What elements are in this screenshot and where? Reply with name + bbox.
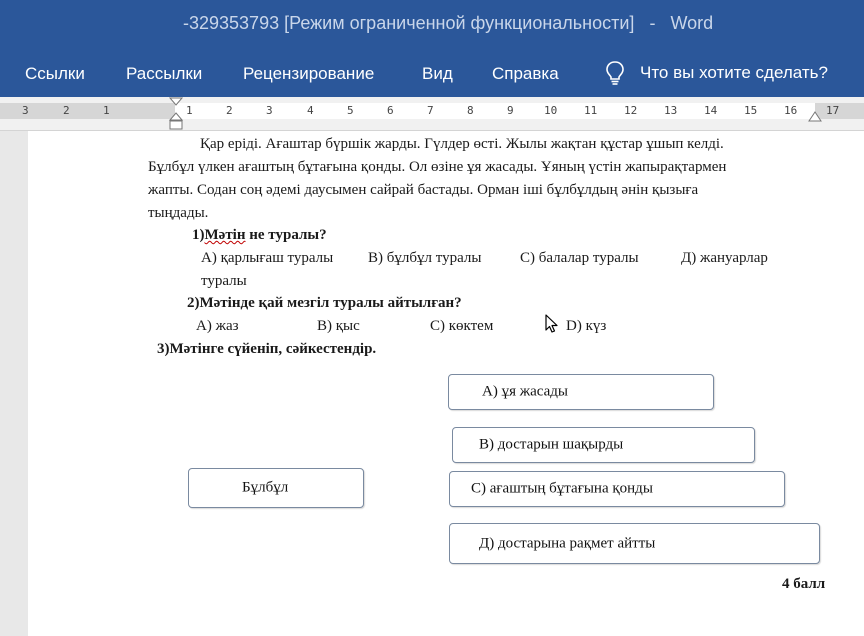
q2-option-a: А) жаз [196, 318, 239, 334]
ruler-label: 6 [387, 104, 394, 117]
title-bar [0, 0, 864, 50]
ruler-label: 2 [226, 104, 233, 117]
match-option-a[interactable]: А) ұя жасады [448, 374, 714, 410]
ruler-label: 5 [347, 104, 354, 117]
horizontal-ruler[interactable] [0, 97, 864, 131]
question-2-title: 2)Мәтінде қай мезгіл туралы айтылған? [187, 295, 462, 311]
right-indent-marker-icon[interactable] [808, 111, 822, 123]
match-option-c[interactable]: С) ағаштың бұтағына қонды [449, 471, 785, 507]
ruler-label: 7 [427, 104, 434, 117]
q2-option-c: С) көктем [430, 318, 494, 334]
indent-marker-icon[interactable] [169, 97, 183, 131]
match-option-b[interactable]: В) достарын шақырды [452, 427, 755, 463]
app-name: Word [670, 13, 714, 33]
ruler-label: 12 [624, 104, 638, 117]
ruler-label: 10 [544, 104, 558, 117]
match-option-d[interactable]: Д) достарына рақмет айтты [449, 523, 820, 564]
question-3-title: 3)Мәтінге сүйеніп, сәйкестендір. [157, 341, 377, 357]
q1-option-d: Д) жануарлар [681, 250, 768, 266]
ruler-label: 14 [704, 104, 718, 117]
mode-label: [Режим ограниченной функциональности] [284, 13, 635, 33]
q1-option-c: С) балалар туралы [520, 250, 639, 266]
q2-option-d: D) күз [566, 318, 607, 334]
tab-mailings[interactable]: Рассылки [126, 64, 203, 83]
tell-me-text: Что вы хотите сделать? [640, 63, 828, 82]
document-name: -329353793 [183, 13, 280, 33]
tab-review[interactable]: Рецензирование [243, 64, 375, 83]
tell-me-box[interactable] [604, 60, 828, 86]
ruler-label: 1 [103, 104, 110, 117]
q2-option-b: В) қыс [317, 318, 360, 334]
ruler-labels [0, 103, 864, 119]
score-label: 4 балл [782, 576, 826, 592]
ruler-label: 15 [744, 104, 758, 117]
tab-help[interactable]: Справка [492, 64, 559, 83]
ruler-label: 8 [467, 104, 474, 117]
ruler-label: 13 [664, 104, 678, 117]
ribbon-tabs [0, 50, 864, 97]
q1-option-d-wrap: туралы [201, 273, 247, 289]
question-1-title: 1)Мәтін не туралы? [192, 227, 327, 243]
lightbulb-icon [604, 60, 626, 86]
ruler-label: 9 [507, 104, 514, 117]
ruler-label: 1 [186, 104, 193, 117]
tab-references[interactable]: Ссылки [25, 64, 85, 83]
match-left-item[interactable]: Бұлбұл [188, 468, 364, 508]
q1-option-b: В) бұлбұл туралы [368, 250, 482, 266]
title-separator: - [649, 13, 656, 33]
mouse-pointer-icon [545, 314, 559, 334]
ruler-label: 17 [826, 104, 840, 117]
q1-option-a: А) қарлығаш туралы [201, 250, 334, 266]
ruler-label: 16 [784, 104, 798, 117]
paragraph-line: Қар еріді. Ағаштар бүршік жарды. Гүлдер өсті. Жылы жақтан құстар ұшып келді. [200, 136, 724, 152]
ruler-label: 11 [584, 104, 598, 117]
spellcheck-word: Мәтін [204, 227, 246, 243]
paragraph-line: тыңдады. [148, 205, 209, 221]
paragraph-line: Бұлбұл үлкен ағаштың бұтағына қонды. Ол өзіне ұя жасады. Ұяның үстін жапырақтармен [148, 159, 727, 175]
ruler-label: 2 [63, 104, 70, 117]
tab-view[interactable]: Вид [422, 64, 453, 83]
ruler-label: 3 [266, 104, 273, 117]
ruler-label: 3 [22, 104, 29, 117]
window-title [183, 13, 713, 34]
ruler-label: 4 [307, 104, 314, 117]
paragraph-line: жапты. Содан соң әдемі даусымен сайрай бастады. Орман іші бұлбұлдың әнін қызыға [148, 182, 699, 198]
